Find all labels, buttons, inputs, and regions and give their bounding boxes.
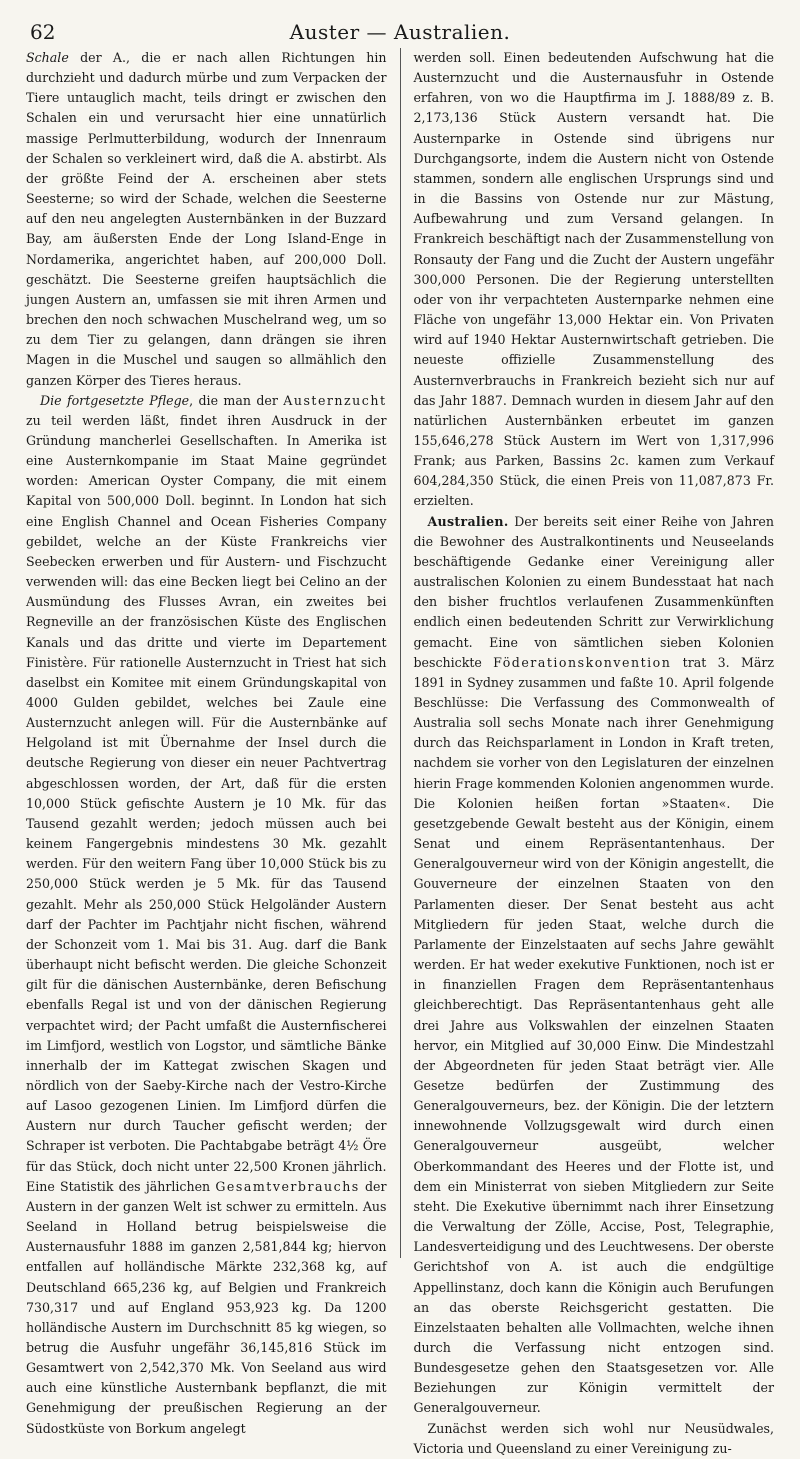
page-header: [26, 18, 774, 48]
page-number: 62: [30, 20, 56, 44]
column-divider: [400, 48, 401, 1258]
emphasis: Schale: [26, 50, 69, 65]
text-run: der A., die er nach allen Richtungen hin durchzieht und dadurch mürbe und zum Verpacken der Tiere untauglich macht, teils dringt er zwischen den Schalen ein und verursacht hier eine unnatürlich massige Perlmutterbildung, wodurch der Innenraum der Schalen so verkleinert wird, daß die A. abstirbt. Als der größte Feind der A. erscheinen aber stets Seesterne; so wird der Schade, welchen die Seesterne auf den neu angelegten Austernbänken in der Buzzard Bay, am äußersten Ende der Long Island-Enge in Nordamerika, angerichtet haben, auf 200,000 Doll. geschätzt. Die Seesterne greifen hauptsächlich die jungen Austern an, umfassen sie mit ihren Armen und brechen den noch schwachen Muschelrand weg, um so zu dem Tier zu gelangen, dann drängen sie ihren Magen in die Muschel und saugen so allmählich den ganzen Körper des Tieres heraus.: [26, 50, 387, 388]
text-run: Der bereits seit einer Reihe von Jahren die Bewohner des Australkontinents und Neuseelands beschäftigende Gedanke einer Vereinigung aller australischen Kolonien zu einem Bundesstaat hat nach den bisher fruchtlos verlaufenen Zusammenkünften endlich einen bedeutenden Schritt zur Verwirklichung gemacht. Eine von sämtlichen sieben Kolonien beschickte: [413, 513, 774, 670]
headword: Australien.: [427, 513, 509, 529]
emphasis: Die fortgesetzte Pflege: [40, 392, 190, 408]
text-run: werden soll. Einen bedeutenden Aufschwung hat die Austernzucht und die Austernausfuhr in Ostende erfahren, von wo die Hauptfirma im J. 1888/89 z. B. 2,173,136 Stück Austern versandt hat. Die Austernparke in Ostende sind übrigens nur Durchgangsorte, indem die Austern nicht von Ostende stammen, sondern alle englischen Ursprungs sind und in die Bassins von Ostende nur zur Mästung, Aufbewahrung und zum Versand gelangen. In Frankreich beschäftigt nach der Zusammenstellung von Ronsauty der Fang und die Zucht der Austern ungefähr 300,000 Personen. Die der Regierung unterstellten oder von ihr verpachteten Austernparke nehmen eine Fläche von ungefähr 13,000 Hektar ein. Von Privaten wird auf 1940 Hektar Austernwirtschaft getrieben. Die neueste offizielle Zusammenstellung des Austernverbrauchs in Frankreich bezieht sich nur auf das Jahr 1887. Demnach wurden in diesem Jahr auf den natürlichen Austernbänken erbeutet im ganzen 155,646,278 Stück Austern im Wert von 1,317,996 Frank; aus Parken, Bassins 2c. kamen zum Verkauf 604,284,350 Stück, die einen Preis von 11,087,873 Fr. erzielten.: [413, 50, 774, 509]
text-run: zu teil werden läßt, findet ihren Ausdruck in der Gründung mancherlei Gesellschaften. In Amerika ist eine Austernkompanie im Staat Maine gegründet worden: American Oyster Company, die mit einem Kapital von 500,000 Doll. beginnt. In London hat sich eine English Channel and Ocean Fisheries Company gebildet, welche an der Küste Frankreichs vier Seebecken erwerben und für Austern- und Fischzucht verwenden will: das eine Becken liegt bei Celino an der Ausmündung des Flusses Avran, ein zweites bei Regneville an der französischen Küste des Englischen Kanals und das dritte und vierte im Departement Finistère. Für rationelle Austernzucht in Triest hat sich daselbst ein Komitee mit einem Gründungskapital von 4000 Gulden gebildet, welches bei Zaule eine Austernzucht anlegen will. Für die Austernbänke auf Helgoland ist mit Übernahme der Insel durch die deutsche Regierung von dieser ein neuer Pachtvertrag abgeschlossen worden, der Art, daß für die ersten 10,000 Stück gefischte Austern je 10 Mk. für das Tausend gezahlt werden; jedoch müssen auch bei keinem Fangergebnis mindestens 30 Mk. gezahlt werden. Für den weitern Fang über 10,000 Stück bis zu 250,000 Stück werden je 5 Mk. für das Tausend gezahlt. Mehr als 250,000 Stück Helgoländer Austern darf der Pachter im Pachtjahr nicht fischen, während der Schonzeit vom 1. Mai bis 31. Aug. darf die Bank überhaupt nicht befischt werden. Die gleiche Schonzeit gilt für die dänischen Austernbänke, deren Befischung ebenfalls Regal ist und von der dänischen Regierung verpachtet wird; der Pacht umfaßt die Austernfischerei im Limfjord, westlich von Logstor, und sämtliche Bänke innerhalb der im Kattegat zwischen Skagen und nördlich von der Saeby-Kirche nach der Vestro-Kirche auf Lasoo gezogenen Linien. Im Limfjord dürfen die Austern nur durch Taucher gefischt werden; der Schraper ist verboten. Die Pachtabgabe beträgt 4½ Öre für das Stück, doch nicht unter 22,500 Kronen jährlich. Eine Statistik des jährlichen: [26, 412, 387, 1194]
running-title: Auster — Australien.: [289, 20, 511, 44]
spaced-term: Föderationskonvention: [493, 654, 672, 670]
spaced-term: Austernzucht: [283, 392, 387, 408]
text-columns: [26, 48, 774, 1456]
spaced-term: Gesamtverbrauchs: [215, 1178, 360, 1194]
paragraph: [26, 391, 387, 1439]
right-column: [413, 48, 774, 1456]
paragraph: [26, 48, 387, 391]
paragraph: [413, 1419, 774, 1459]
paragraph: [413, 48, 774, 512]
text-run: der Austern in der ganzen Welt ist schwer zu ermitteln. Aus Seeland in Holland betrug beispielsweise die Austernausfuhr 1888 im ganzen 2,581,844 kg; hiervon entfallen auf holländische Märkte 232,368 kg, auf Deutschland 665,236 kg, auf Belgien und Frankreich 730,317 und auf England 953,923 kg. Da 1200 holländische Austern im Durchschnitt 85 kg wiegen, so betrug die Ausfuhr ungefähr 36,145,816 Stück im Gesamtwert von 2,542,370 Mk. Von Seeland aus wird auch eine künstliche Austernbank bepflanzt, die mit Genehmigung der preußischen Regierung an der Südostküste von Borkum angelegt: [26, 1178, 387, 1436]
left-column: [26, 48, 387, 1436]
text-run: , die man der: [189, 392, 284, 408]
text-run: Zunächst werden sich wohl nur Neusüdwales, Victoria und Queensland zu einer Vereinigung zu-: [413, 1420, 774, 1456]
text-run: trat 3. März 1891 in Sydney zusammen und faßte 10. April folgende Beschlüsse: Die Verfassung des Commonwealth of Australia soll sechs Monate nach ihrer Genehmigung durch das Reichsparlament in London in Kraft treten, nachdem sie vorher von den Legislaturen der einzelnen hierin Frage kommenden Kolonien angenommen wurde. Die Kolonien heißen fortan »Staaten«. Die gesetzgebende Gewalt besteht aus der Königin, einem Senat und einem Repräsentantenhaus. Der Generalgouverneur wird von der Königin angestellt, die Gouverneure der einzelnen Staaten von den Parlamenten dieser. Der Senat besteht aus acht Mitgliedern für jeden Staat, welche durch die Parlamente der Einzelstaaten auf sechs Jahre gewählt werden. Er hat weder exekutive Funktionen, noch ist er in finanziellen Fragen dem Repräsentantenhaus gleichberechtigt. Das Repräsentantenhaus geht alle drei Jahre aus Volkswahlen der einzelnen Staaten hervor, ein Mitglied auf 30,000 Einw. Die Mindestzahl der Abgeordneten für jeden Staat beträgt vier. Alle Gesetze bedürfen der Zustimmung des Generalgouverneurs, bez. der Königin. Die der letztern innewohnende Vollzugsgewalt wird durch einen Generalgouverneur ausgeübt, welcher Oberkommandant des Heeres und der Flotte ist, und dem ein Ministerrat von sieben Mitgliedern zur Seite steht. Die Exekutive übernimmt nach ihrer Einsetzung die Verwaltung der Zölle, Accise, Post, Telegraphie, Landesverteidigung und des Leuchtwesens. Der oberste Gerichtshof von A. ist auch die endgültige Appellinstanz, doch kann die Königin auch Berufungen an das oberste Reichsgericht gestatten. Die Einzelstaaten behalten alle Vollmachten, welche ihnen durch die Verfassung nicht entzogen sind. Bundesgesetze gehen den Staatsgesetzen vor. Alle Beziehungen zur Königin vermittelt der Generalgouverneur.: [413, 654, 774, 1416]
paragraph: [413, 512, 774, 1419]
